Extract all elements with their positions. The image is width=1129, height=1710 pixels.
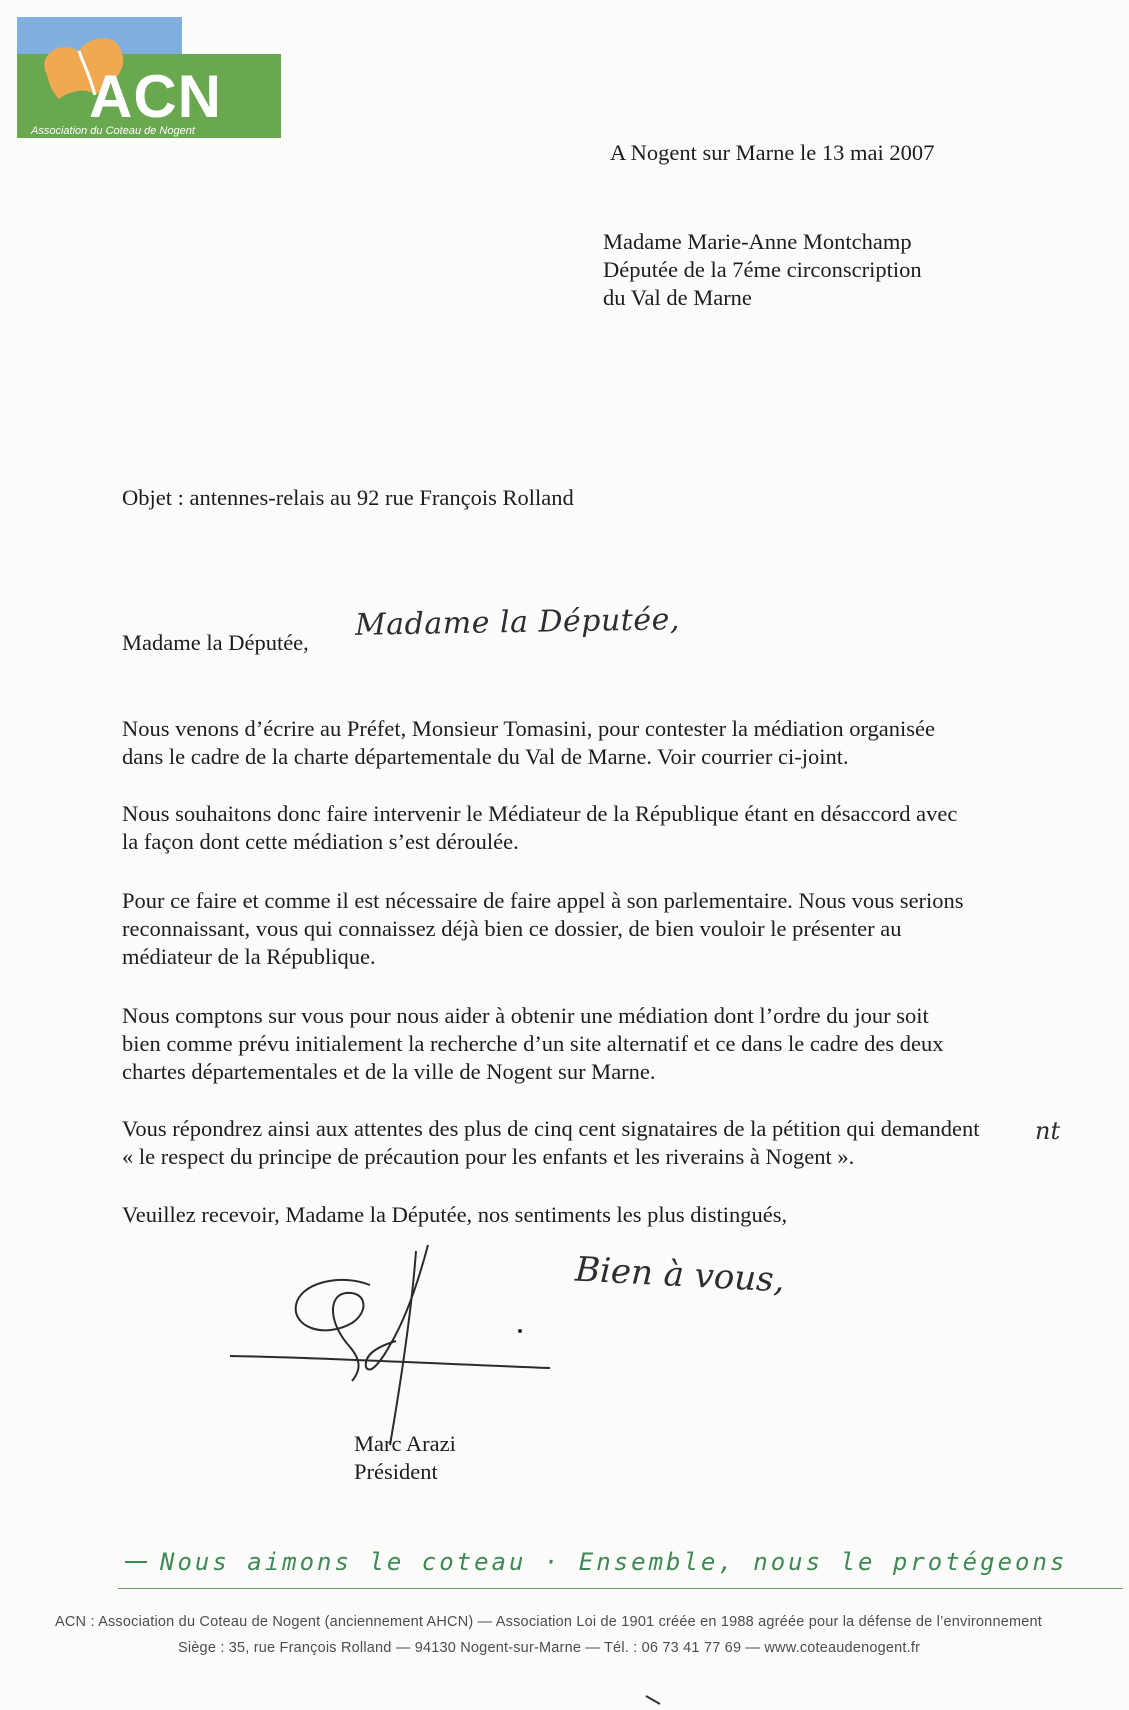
paragraph-line: la façon dont cette médiation s’est déroulée. bbox=[122, 829, 519, 854]
letter-subject: Objet : antennes-relais au 92 rue François Rolland bbox=[122, 485, 574, 510]
handwritten-closing: Bien à vous, bbox=[574, 1249, 786, 1301]
paragraph-line: reconnaissant, vous qui connaissez déjà bien ce dossier, de bien vouloir le présenter au bbox=[122, 916, 902, 941]
paragraph-line: « le respect du principe de précaution pour les enfants et les riverains à Nogent ». bbox=[122, 1144, 855, 1169]
paragraph-line: Pour ce faire et comme il est nécessaire de faire appel à son parlementaire. Nous vous serions bbox=[122, 888, 964, 913]
recipient-line: du Val de Marne bbox=[603, 285, 752, 310]
svg-text:ACN: ACN bbox=[89, 63, 222, 130]
signer-title: Président bbox=[354, 1459, 438, 1484]
paragraph-line: Vous répondrez ainsi aux attentes des plus de cinq cent signataires de la pétition qui demandent bbox=[122, 1116, 980, 1141]
footer-line-contact: Siège : 35, rue François Rolland — 94130 Nogent-sur-Marne — Tél. : 06 73 41 77 69 — www.coteaudenogent.fr bbox=[178, 1640, 921, 1656]
paragraph-line: bien comme prévu initialement la recherche d’un site alternatif et ce dans le cadre des deux bbox=[122, 1031, 944, 1056]
paragraph-line: chartes départementales et de la ville de Nogent sur Marne. bbox=[122, 1059, 656, 1084]
letter-date: A Nogent sur Marne le 13 mai 2007 bbox=[610, 140, 935, 165]
body-paragraph bbox=[122, 715, 1082, 771]
closing-paragraph bbox=[122, 1201, 1082, 1229]
body-paragraph bbox=[122, 800, 1082, 856]
signer-name: Marc Arazi bbox=[354, 1431, 456, 1456]
signer-block bbox=[354, 1430, 456, 1486]
paragraph-line: Nous venons d’écrire au Préfet, Monsieur Tomasini, pour contester la médiation organisée bbox=[122, 716, 935, 741]
body-paragraph bbox=[122, 887, 1082, 971]
acn-logo bbox=[17, 17, 281, 138]
paragraph-line: Nous souhaitons donc faire intervenir le Médiateur de la République étant en désaccord avec bbox=[122, 801, 958, 826]
slogan-dash bbox=[125, 1561, 147, 1563]
recipient-line: Députée de la 7éme circonscription bbox=[603, 257, 922, 282]
footer-slogan: Nous aimons le coteau · Ensemble, nous le protégeons bbox=[160, 1548, 1068, 1576]
scan-mark-icon bbox=[644, 1694, 662, 1706]
recipient-line: Madame Marie-Anne Montchamp bbox=[603, 229, 912, 254]
salutation: Madame la Députée, bbox=[122, 630, 309, 655]
paragraph-line: dans le cadre de la charte départementale du Val de Marne. Voir courrier ci-joint. bbox=[122, 744, 849, 769]
handwritten-correction: nt bbox=[1035, 1117, 1061, 1145]
paragraph-line: médiateur de la République. bbox=[122, 944, 376, 969]
paragraph-line: Veuillez recevoir, Madame la Députée, nos sentiments les plus distingués, bbox=[122, 1202, 788, 1227]
handwritten-salutation: Madame la Députée, bbox=[354, 602, 681, 643]
footer-divider bbox=[118, 1588, 1123, 1589]
footer-line-association: ACN : Association du Coteau de Nogent (anciennement AHCN) — Association Loi de 1901 créée en 1988 agréée pour la défense de l’environnement bbox=[55, 1614, 1043, 1630]
body-paragraph bbox=[122, 1002, 1082, 1086]
paragraph-line: Nous comptons sur vous pour nous aider à obtenir une médiation dont l’ordre du jour soit bbox=[122, 1003, 929, 1028]
svg-text:Association du Coteau de Nogen: Association du Coteau de Nogent bbox=[31, 125, 195, 137]
recipient-address bbox=[603, 228, 922, 312]
signature-drawing bbox=[220, 1235, 560, 1455]
body-paragraph bbox=[122, 1115, 1082, 1171]
